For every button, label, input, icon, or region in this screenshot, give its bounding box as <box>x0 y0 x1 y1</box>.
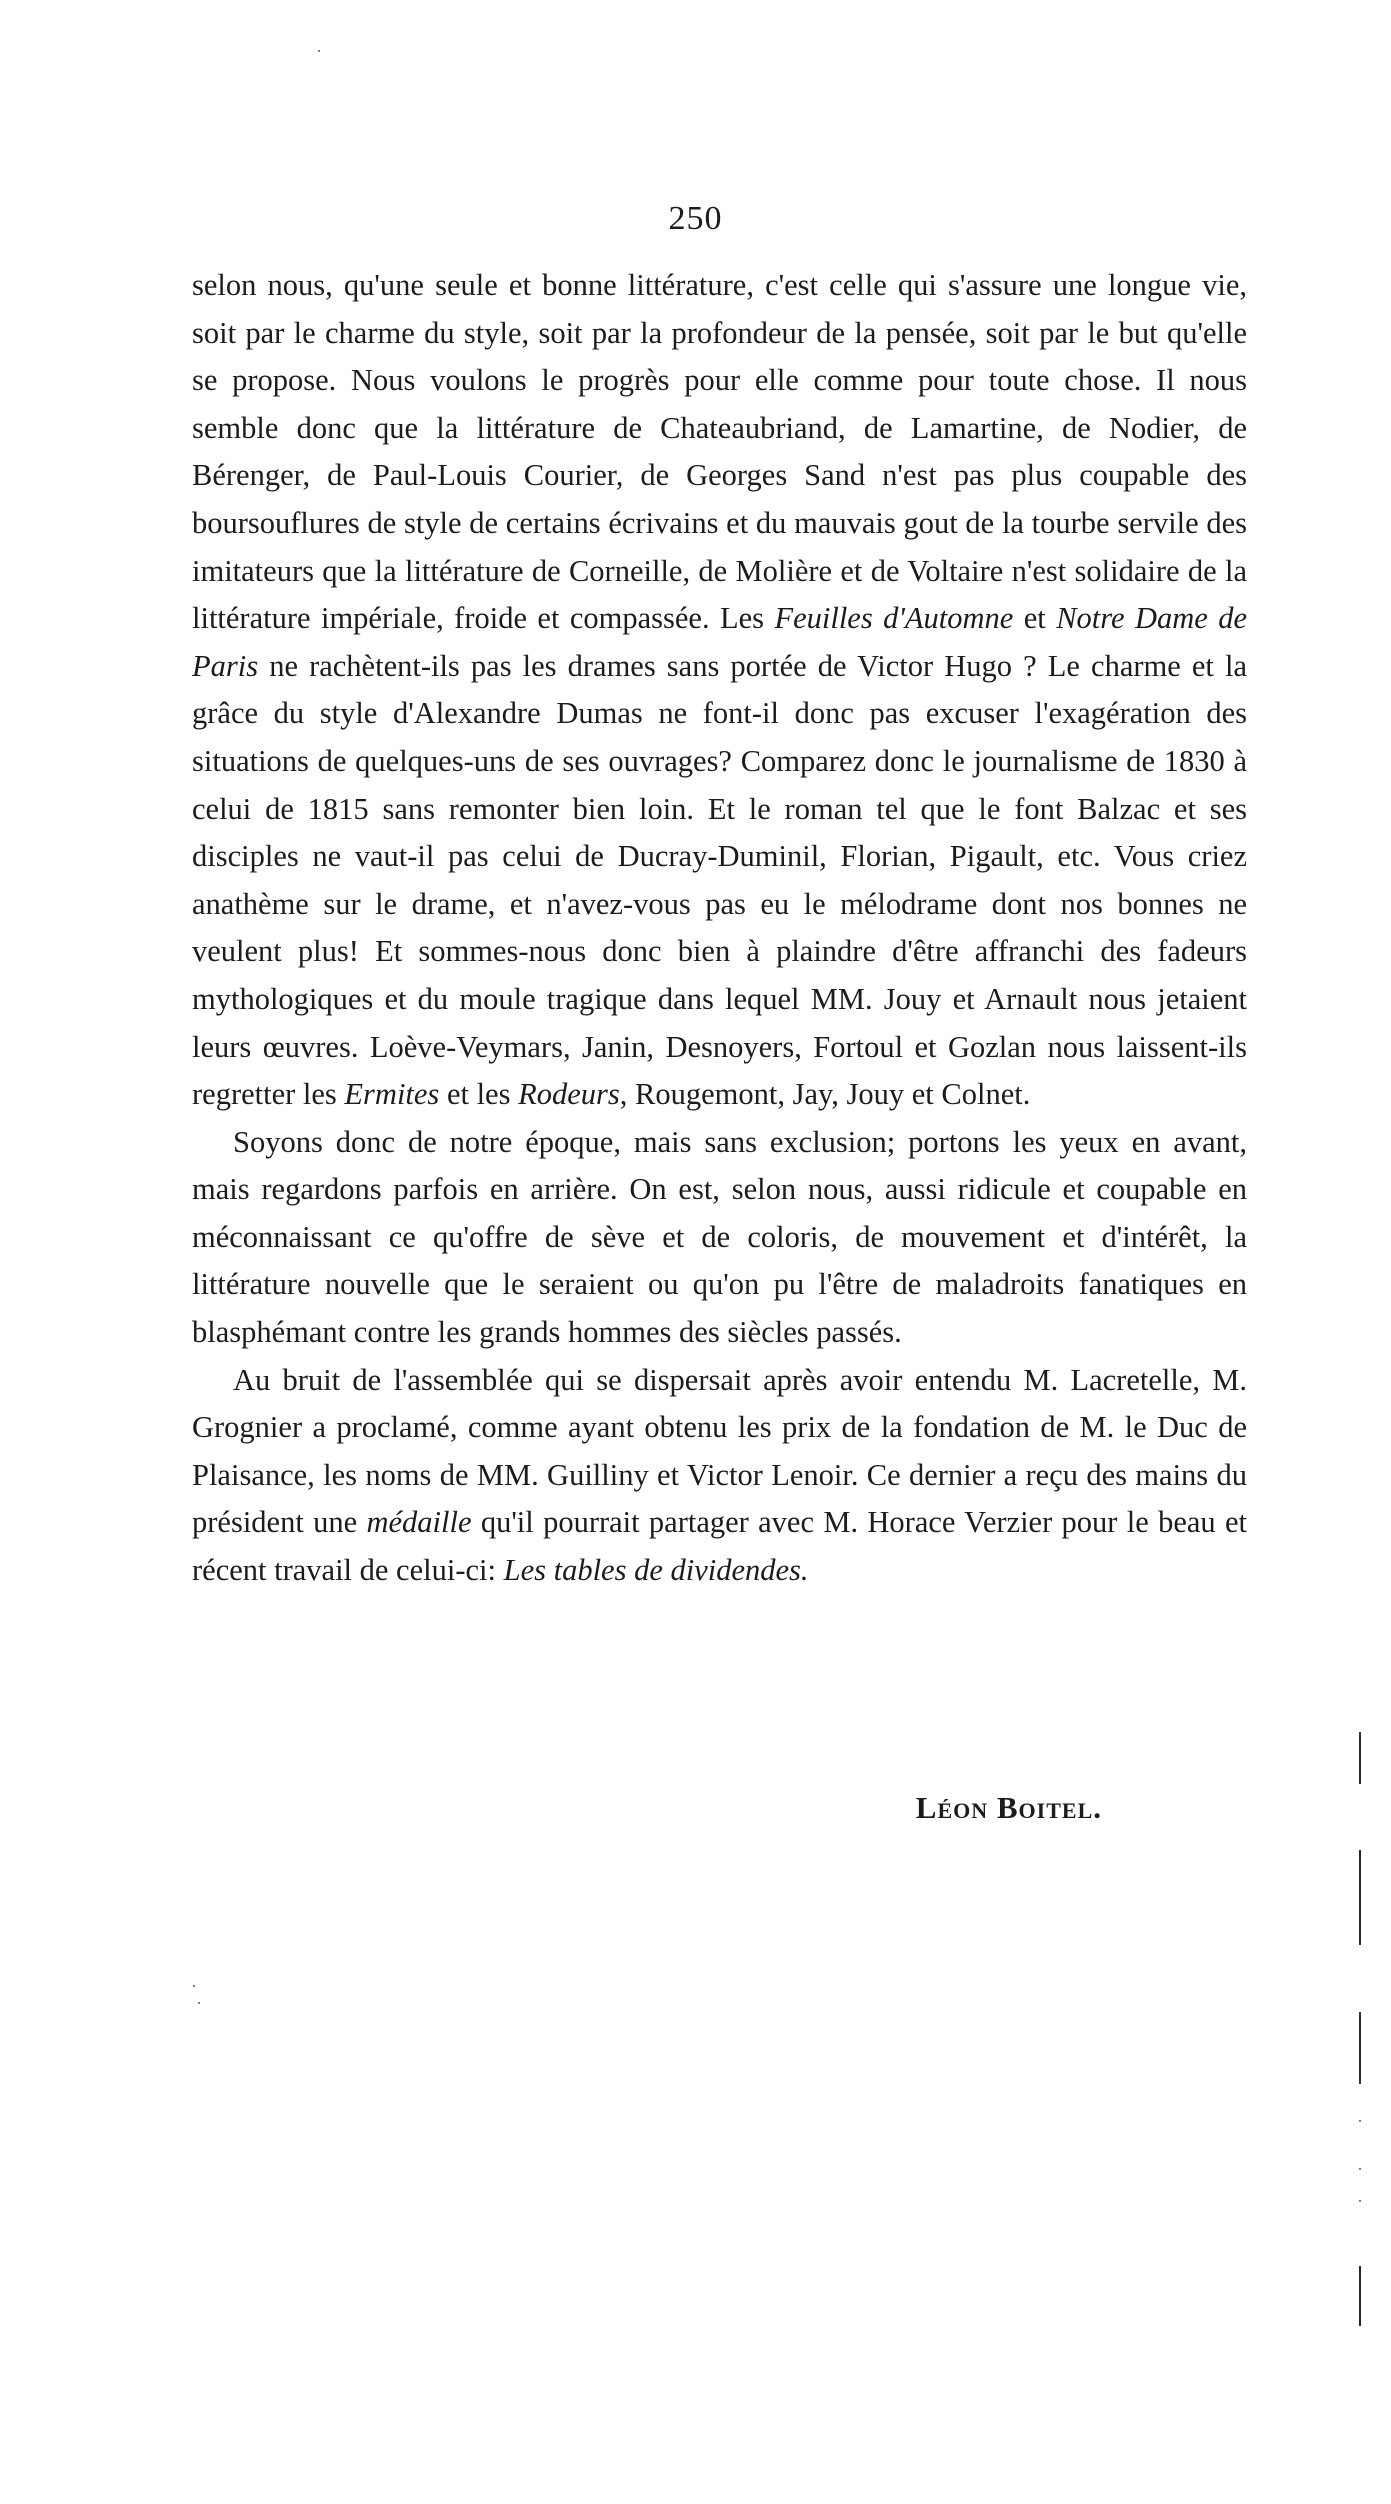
italic-title: Ermites <box>344 1077 440 1112</box>
text-segment: qu'il pourrait partager avec M. Horace Verzier pour le beau et récent travail de celui-ci: <box>192 1505 1247 1588</box>
author-signature: Léon Boitel. <box>915 1790 1102 1825</box>
text-segment: et <box>1013 601 1057 636</box>
scan-speck <box>193 1985 195 1987</box>
scan-speck <box>1359 2120 1361 2122</box>
page-number: 250 <box>668 200 723 237</box>
italic-title: Feuilles d'Automne <box>774 601 1014 636</box>
text-segment: et les <box>439 1077 519 1112</box>
text-segment: Soyons donc de notre époque, mais sans exclusion; portons les yeux en avant, mais regardons parfois en arrière. On est, selon nous, aussi ridicule et coupable en méconnaissant ce qu'offre de sève et de coloris, de mouvement et d'intérêt, la littérature nouvelle que le seraient ou qu'on pu l'être de maladroits fanatiques en blasphémant contre les grands hommes des siècles passés. <box>192 1124 1247 1350</box>
italic-title: Les tables de dividendes. <box>503 1553 809 1588</box>
scan-speck <box>318 50 320 52</box>
paragraph <box>192 1357 1247 1595</box>
scan-speck <box>1359 2200 1361 2202</box>
text-segment: ne rachètent-ils pas les drames sans portée de Victor Hugo ? Le charme et la grâce du style d'Alexandre Dumas ne font-il donc pas excuser l'exagération des situations de quelques-uns de ses ouvrages? Comparez donc le journalisme de 1830 à celui de 1815 sans remonter bien loin. Et le roman tel que le font Balzac et ses disciples ne vaut-il pas celui de Ducray-Duminil, Florian, Pigault, etc. Vous criez anathème sur le drame, et n'avez-vous pas eu le mélodrame dont nos bonnes ne veulent plus! Et sommes-nous donc bien à plaindre d'être affranchi des fadeurs mythologiques et du moule tragique dans lequel MM. Jouy et Arnault nous jetaient leurs œuvres. Loève-Veymars, Janin, Desnoyers, Fortoul et Gozlan nous laissent-ils regretter les <box>192 648 1247 1112</box>
paragraph <box>192 262 1247 1119</box>
scan-margin-mark <box>1359 1732 1361 1784</box>
text-segment: selon nous, qu'une seule et bonne littérature, c'est celle qui s'assure une longue vie, soit par le charme du style, soit par la profondeur de la pensée, soit par le but qu'elle se propose. Nous voulons le progrès pour elle comme pour toute chose. Il nous semble donc que la littérature de Chateaubriand, de Lamartine, de Nodier, de Bérenger, de Paul-Louis Courier, de Georges Sand n'est pas plus coupable des boursouflures de style de certains écrivains et du mauvais gout de la tourbe servile des imitateurs que la littérature de Corneille, de Molière et de Voltaire n'est solidaire de la littérature impériale, froide et compassée. Les <box>192 268 1247 636</box>
paragraph <box>192 1119 1247 1357</box>
scan-margin-mark <box>1359 2012 1361 2084</box>
text-segment: , Rougemont, Jay, Jouy et Colnet. <box>619 1077 1031 1112</box>
body-text <box>192 262 1247 1595</box>
italic-title: médaille <box>366 1505 472 1540</box>
scan-margin-mark <box>1359 1850 1361 1945</box>
scan-speck <box>198 2002 200 2004</box>
scan-margin-mark <box>1359 2266 1361 2326</box>
scan-speck <box>1359 2168 1361 2170</box>
italic-title: Notre Dame de Paris <box>192 601 1247 683</box>
text-segment: Au bruit de l'assemblée qui se dispersait après avoir entendu M. Lacretelle, M. Grognier a proclamé, comme ayant obtenu les prix de la fondation de M. le Duc de Plaisance, les noms de MM. Guilliny et Victor Lenoir. Ce dernier a reçu des mains du président une <box>192 1362 1247 1540</box>
italic-title: Rodeurs <box>518 1077 620 1112</box>
